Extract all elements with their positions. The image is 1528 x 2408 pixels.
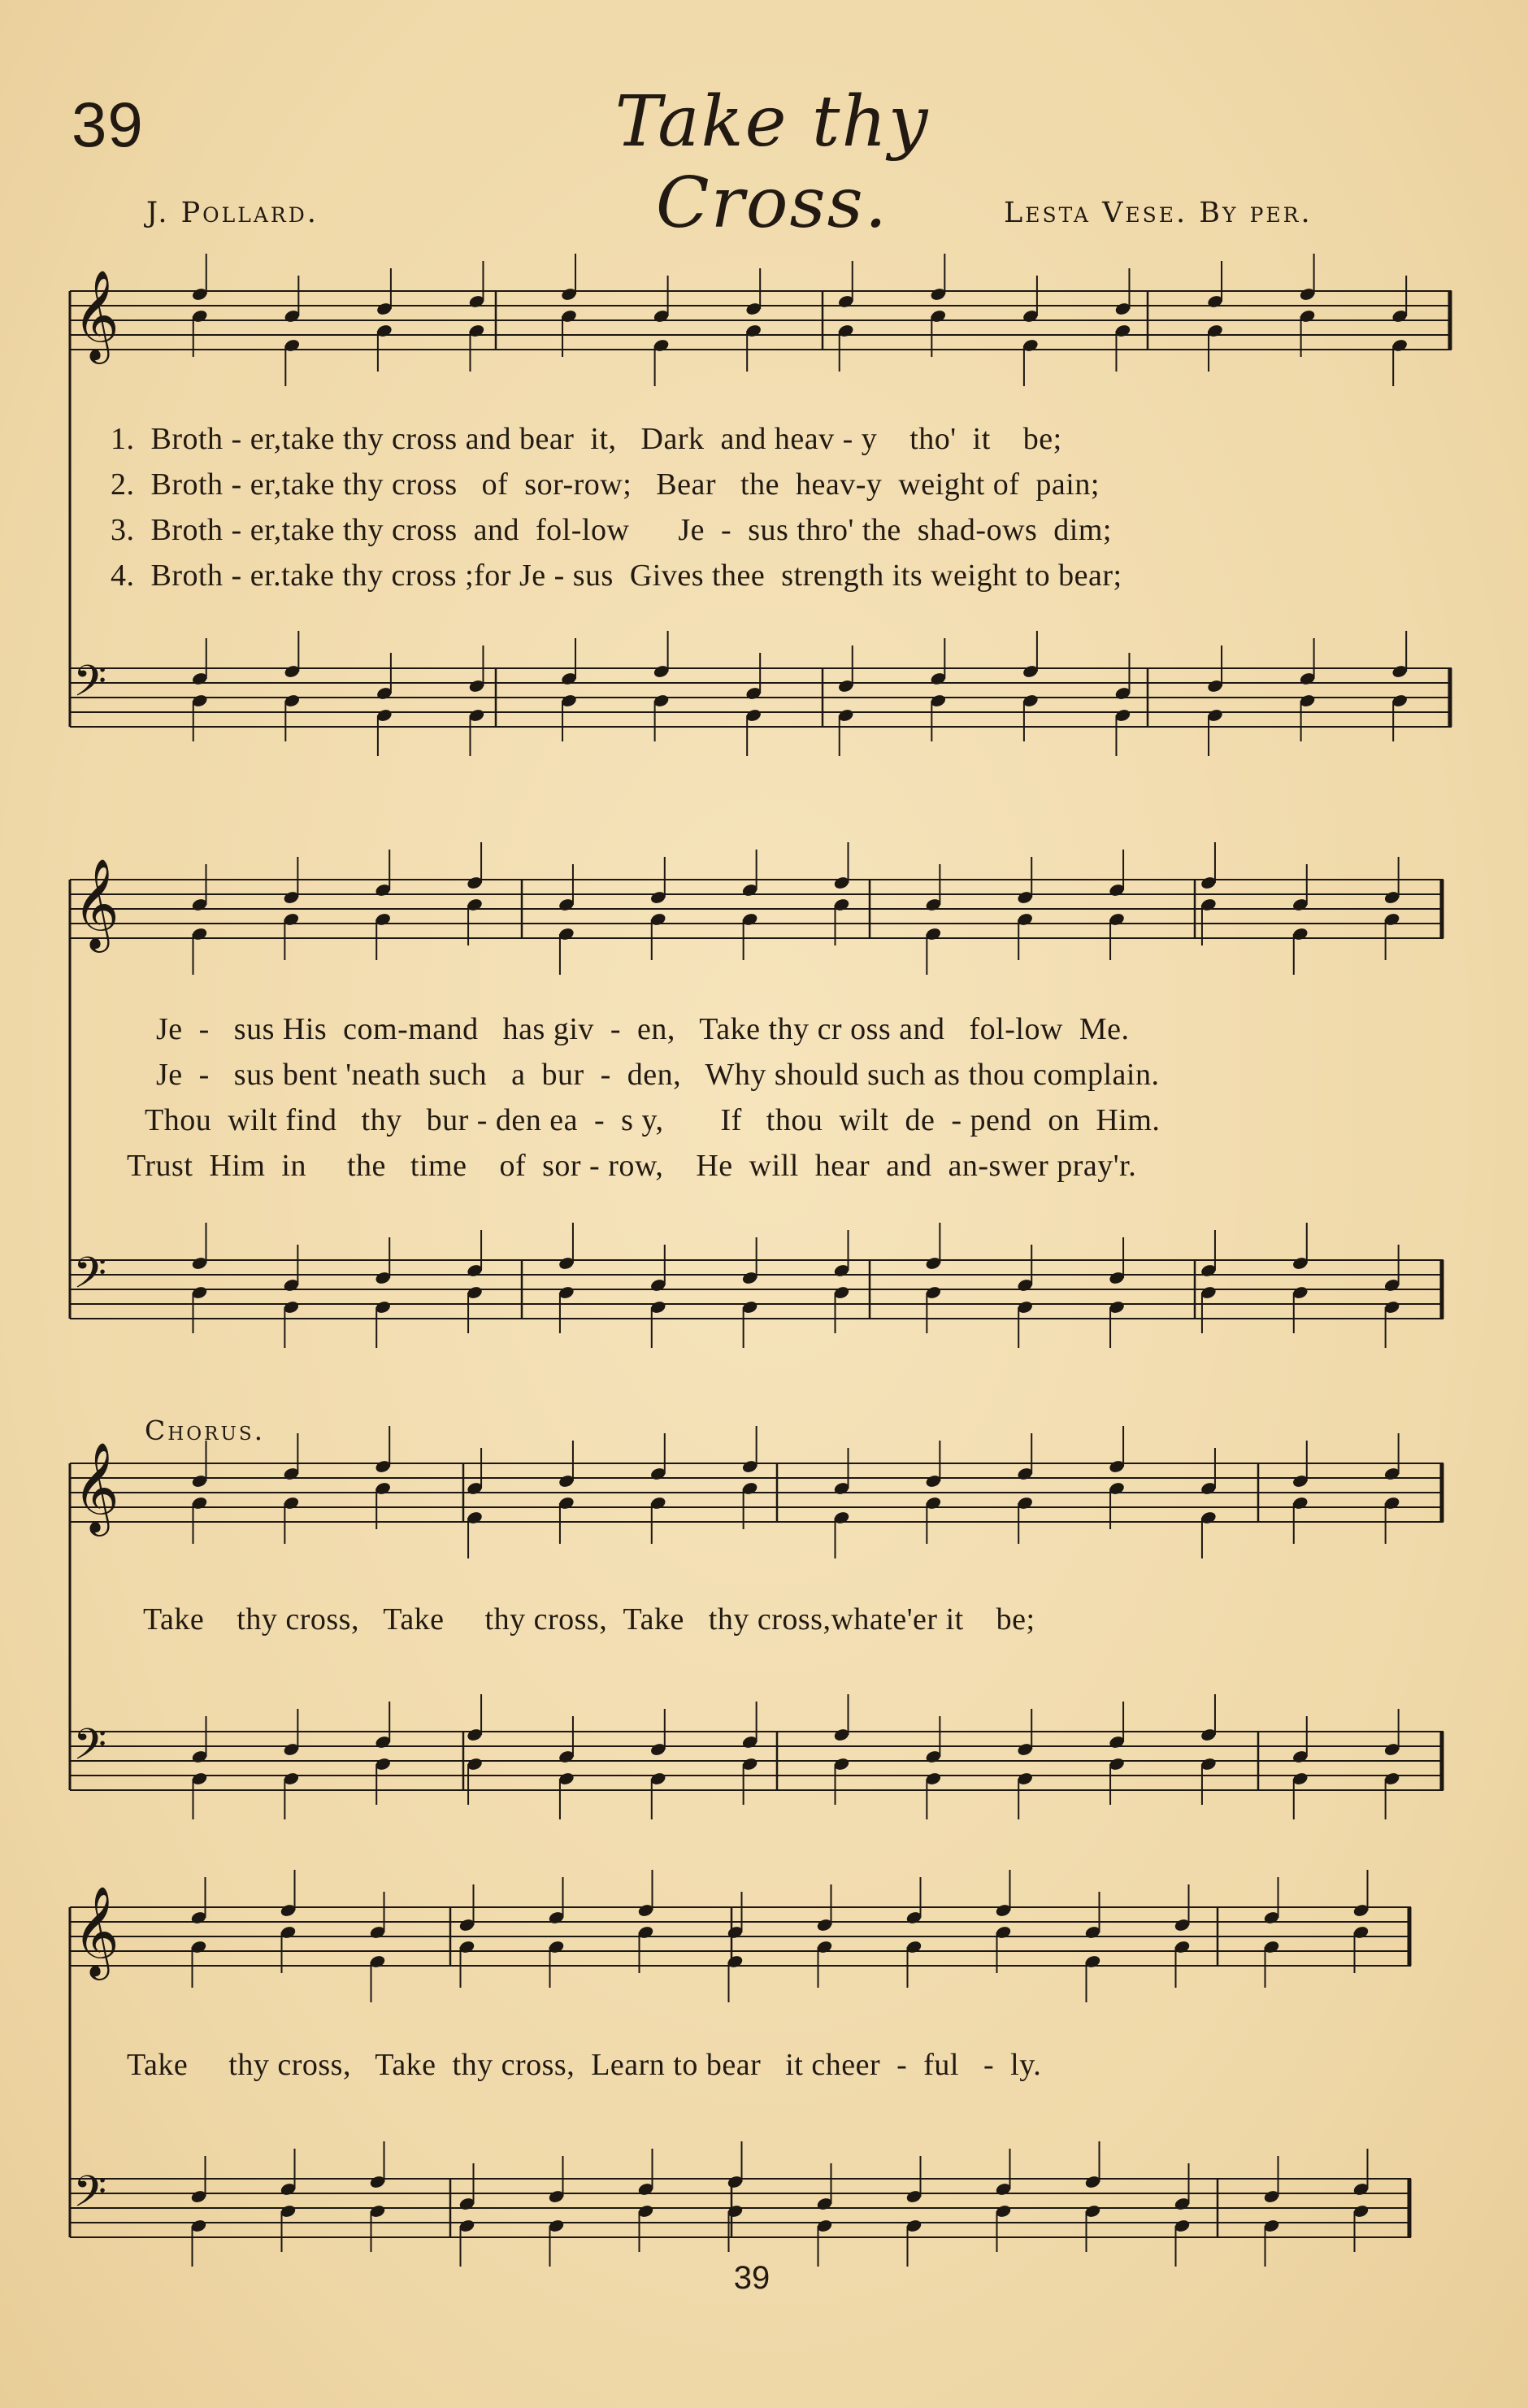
hymn-title: Take thy Cross. [614, 81, 930, 244]
treble-clef-icon: 𝄞 [73, 858, 119, 949]
chorus-label: Chorus. [145, 1415, 266, 1446]
author-credit: Lesta Vese. By per. [1004, 197, 1313, 229]
bass-clef-icon: 𝄢 [73, 2167, 107, 2228]
verse-1-line-1: 1. Broth - er,take thy cross and bear it, Dark and heav - y tho' it be; [111, 422, 1062, 456]
verse-3-line-2: Thou wilt find thy bur - den ea - s y, If thou wilt de - pend on Him. [145, 1103, 1161, 1137]
bass-clef-icon: 𝄢 [73, 1720, 107, 1780]
chorus-line-1: Take thy cross, Take thy cross, Take thy cross,whate'er it be; [143, 1602, 1035, 1636]
page-number: 39 [733, 2260, 771, 2296]
composer-credit: J. Pollard. [146, 197, 319, 229]
verse-4-line-1: 4. Broth - er.take thy cross ;for Je - sus Gives thee strength its weight to bear; [111, 559, 1122, 593]
verse-1-line-2: Je - sus His com-mand has giv - en, Take thy cr oss and fol-low Me. [156, 1012, 1130, 1046]
treble-clef-icon: 𝄞 [73, 1441, 119, 1532]
treble-clef-icon: 𝄞 [73, 1885, 119, 1976]
treble-clef-icon: 𝄞 [73, 269, 119, 360]
hymn-number: 39 [72, 89, 144, 160]
verse-2-line-1: 2. Broth - er,take thy cross of sor-row; Bear the heav-y weight of pain; [111, 467, 1100, 502]
bass-clef-icon: 𝄢 [73, 1249, 107, 1309]
chorus-line-2: Take thy cross, Take thy cross, Learn to bear it cheer - ful - ly. [127, 2048, 1042, 2082]
verse-3-line-1: 3. Broth - er,take thy cross and fol-low Je - sus thro' the shad-ows dim; [111, 513, 1112, 547]
bass-clef-icon: 𝄢 [73, 657, 107, 717]
verse-4-line-2: Trust Him in the time of sor - row, He will hear and an-swer pray'r. [127, 1149, 1137, 1183]
verse-2-line-2: Je - sus bent 'neath such a bur - den, Why should such as thou complain. [156, 1058, 1160, 1092]
